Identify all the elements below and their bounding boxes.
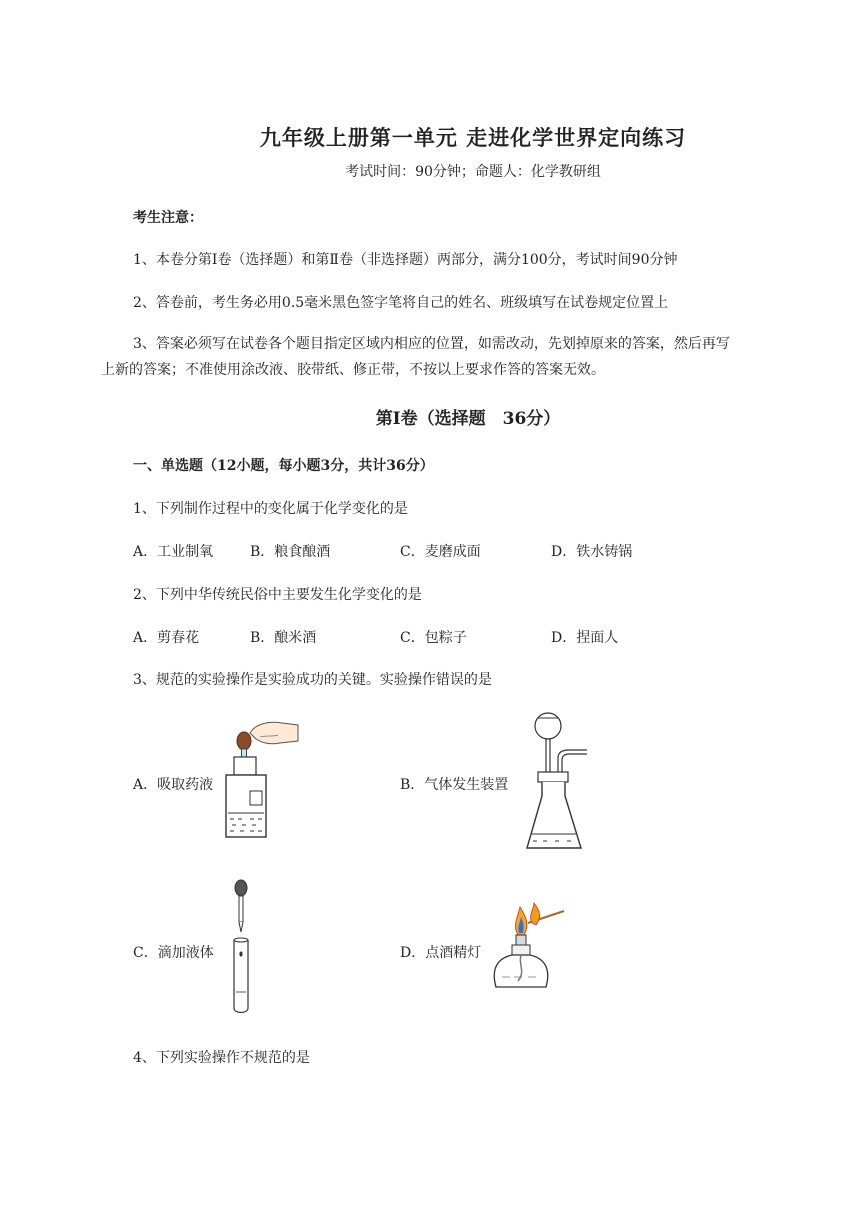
notice-item-1: 1、本卷分第Ⅰ卷（选择题）和第Ⅱ卷（非选择题）两部分，满分100分，考试时间90分钟 <box>133 252 678 268</box>
q2-option-b: B．酿米酒 <box>250 630 317 646</box>
gas-generator-figure <box>523 710 593 855</box>
question-2-stem: 2、下列中华传统民俗中主要发生化学变化的是 <box>133 587 422 603</box>
part-heading: 一、单选题（12小题，每小题3分，共计36分） <box>133 458 434 474</box>
q1-option-c: C．麦磨成面 <box>400 544 481 560</box>
q1-option-a: A．工业制氧 <box>133 544 214 560</box>
notice-item-3: 3、答案必须写在试卷各个题目指定区域内相应的位置，如需改动，先划掉原来的答案，然后再写 <box>133 336 730 352</box>
page-subtitle: 考试时间：90分钟；命题人：化学教研组 <box>345 164 601 180</box>
notice-item-2: 2、答卷前，考生务必用0.5毫米黑色签字笔将自己的姓名、班级填写在试卷规定位置上 <box>133 295 669 311</box>
q2-option-d: D．捏面人 <box>551 630 619 646</box>
question-3-stem: 3、规范的实验操作是实验成功的关键。实验操作错误的是 <box>133 672 492 688</box>
question-4-stem: 4、下列实验操作不规范的是 <box>133 1050 310 1066</box>
page-title: 九年级上册第一单元 走进化学世界定向练习 <box>259 125 687 150</box>
alcohol-lamp-figure <box>488 903 568 998</box>
q1-option-d: D．铁水铸锅 <box>551 544 633 560</box>
dropper-bottle-figure <box>220 715 300 840</box>
q3-option-d: D．点酒精灯 <box>400 945 482 961</box>
q3-option-a: A．吸取药液 <box>133 777 214 793</box>
notice-item-3-cont: 上新的答案；不准使用涂改液、胶带纸、修正带，不按以上要求作答的答案无效。 <box>101 362 605 378</box>
q2-option-c: C．包粽子 <box>400 630 467 646</box>
q1-option-b: B．粮食酿酒 <box>250 544 331 560</box>
dropper-test-tube-figure <box>228 880 258 1020</box>
q3-option-c: C．滴加液体 <box>133 945 214 961</box>
notice-heading: 考生注意： <box>133 210 203 226</box>
question-1-stem: 1、下列制作过程中的变化属于化学变化的是 <box>133 501 408 517</box>
q2-option-a: A．剪春花 <box>133 630 200 646</box>
q3-option-b: B．气体发生装置 <box>400 777 509 793</box>
section-title: 第Ⅰ卷（选择题 36分） <box>375 409 561 429</box>
